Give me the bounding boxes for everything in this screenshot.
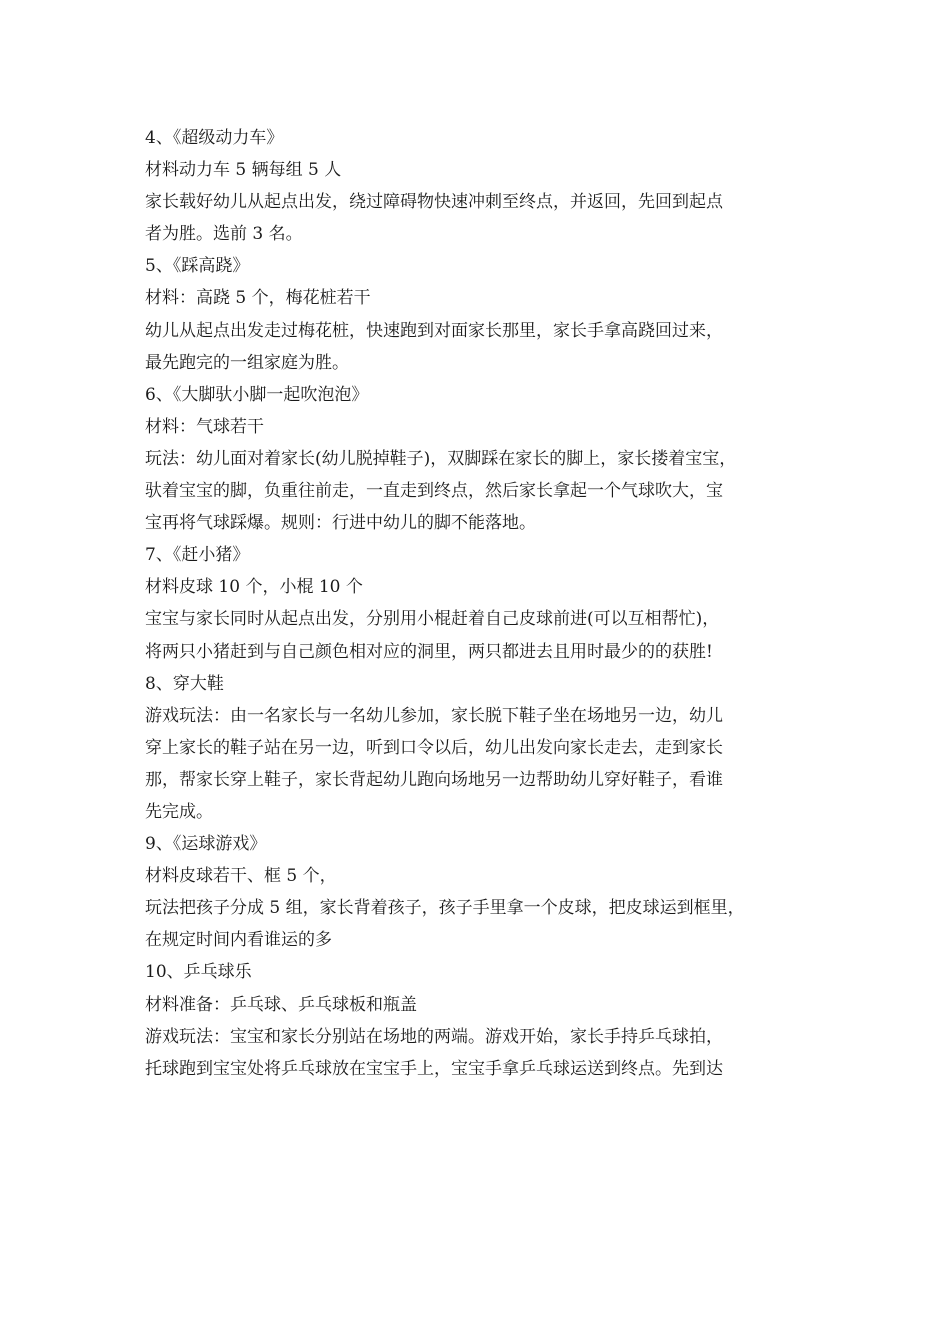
text-line: 材料：气球若干 xyxy=(145,416,264,437)
text-line: 材料皮球若干、框 5 个， xyxy=(145,866,337,887)
text-line: 游戏玩法：由一名家长与一名幼儿参加，家长脱下鞋子坐在场地另一边，幼儿 xyxy=(145,705,723,726)
text-line: 先完成。 xyxy=(145,801,213,822)
document-page xyxy=(145,122,825,1085)
text-line: 穿上家长的鞋子站在另一边，听到口令以后，幼儿出发向家长走去，走到家长 xyxy=(145,737,723,758)
text-line: 宝再将气球踩爆。规则：行进中幼儿的脚不能落地。 xyxy=(145,513,536,534)
text-line: 托球跑到宝宝处将乒乓球放在宝宝手上，宝宝手拿乒乓球运送到终点。先到达 xyxy=(145,1058,723,1079)
text-line: 将两只小猪赶到与自己颜色相对应的洞里，两只都进去且用时最少的的获胜! xyxy=(145,641,713,662)
text-line: 家长载好幼儿从起点出发，绕过障碍物快速冲刺至终点，并返回，先回到起点 xyxy=(145,192,723,213)
text-line: 游戏玩法：宝宝和家长分别站在场地的两端。游戏开始，家长手持乒乓球拍， xyxy=(145,1026,723,1047)
heading-super-power-car: 4、《超级动力车》 xyxy=(145,128,284,148)
text-line: 在规定时间内看谁运的多 xyxy=(145,930,332,951)
text-line: 材料：高跷 5 个，梅花桩若干 xyxy=(145,288,371,309)
text-line: 最先跑完的一组家庭为胜。 xyxy=(145,352,349,373)
text-line: 驮着宝宝的脚，负重往前走，一直走到终点，然后家长拿起一个气球吹大，宝 xyxy=(145,481,723,502)
text-line: 材料动力车 5 辆每组 5 人 xyxy=(145,160,342,181)
text-line: 玩法：幼儿面对着家长(幼儿脱掉鞋子)，双脚踩在家长的脚上，家长搂着宝宝， xyxy=(145,448,737,469)
text-line: 材料准备：乒乓球、乒乓球板和瓶盖 xyxy=(145,994,417,1015)
heading-big-foot-small-foot: 6、《大脚驮小脚一起吹泡泡》 xyxy=(145,384,369,405)
text-line: 材料皮球 10 个，小棍 10 个 xyxy=(145,577,363,598)
heading-stilts: 5、《踩高跷》 xyxy=(145,256,250,277)
text-line: 玩法把孩子分成 5 组，家长背着孩子，孩子手里拿一个皮球，把皮球运到框里， xyxy=(145,898,745,919)
heading-big-shoes: 8、穿大鞋 xyxy=(145,673,224,694)
text-line: 宝宝与家长同时从起点出发，分别用小棍赶着自己皮球前进(可以互相帮忙)， xyxy=(145,609,720,630)
heading-ping-pong-fun: 10、乒乓球乐 xyxy=(145,962,252,983)
text-line: 那，帮家长穿上鞋子，家长背起幼儿跑向场地另一边帮助幼儿穿好鞋子，看谁 xyxy=(145,769,723,790)
text-line: 者为胜。选前 3 名。 xyxy=(145,224,303,245)
text-line: 幼儿从起点出发走过梅花桩，快速跑到对面家长那里，家长手拿高跷回过来， xyxy=(145,320,723,341)
heading-drive-piglets: 7、《赶小猪》 xyxy=(145,545,250,566)
heading-ball-carry: 9、《运球游戏》 xyxy=(145,834,267,855)
